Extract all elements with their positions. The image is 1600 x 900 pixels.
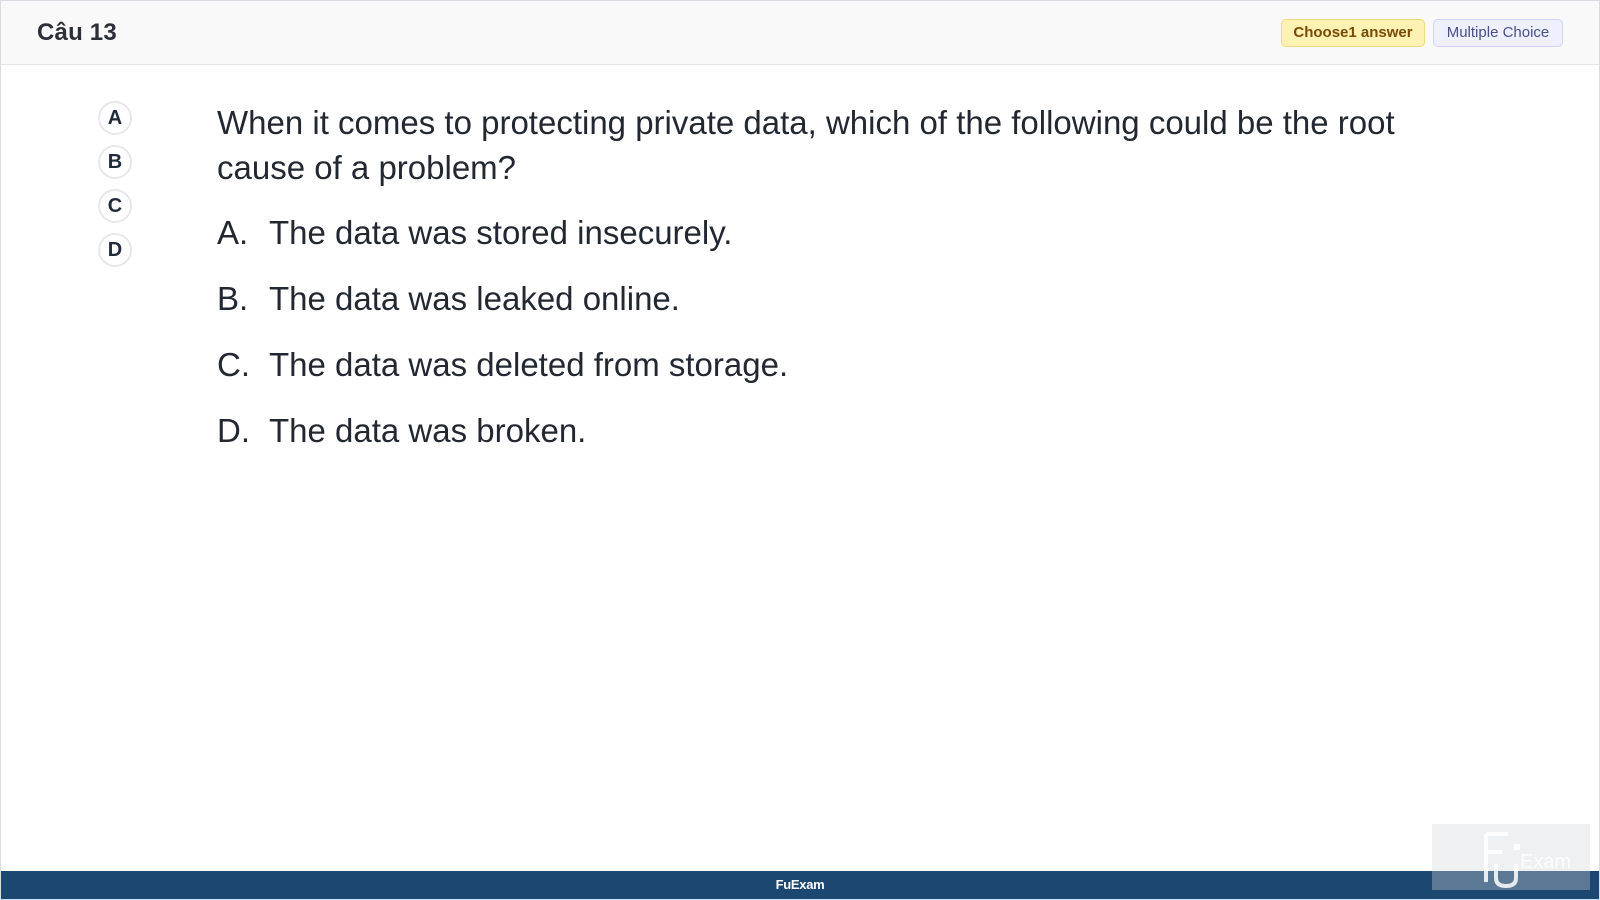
fuexam-logo-watermark [1432,824,1590,890]
option-text: The data was stored insecurely. [269,214,733,251]
watermark-logo-text: Exam [1520,851,1572,873]
option-a[interactable] [217,214,1397,280]
option-text: The data was broken. [269,412,587,449]
choose-count-badge: Choose1 answer [1281,19,1425,47]
option-d[interactable] [217,412,1397,478]
option-letter: D. [217,412,250,449]
fuexam-logo-icon [1472,828,1572,888]
options-list [217,214,1397,478]
question-text: When it comes to protecting private data, which of the following could be the root cause of a problem? [217,104,1395,186]
choice-d-button[interactable]: D [98,233,132,267]
footer-brand: FuExam [775,877,825,892]
choice-c-button[interactable]: C [98,189,132,223]
choice-b-button[interactable]: B [98,145,132,179]
choice-a-button[interactable]: A [98,101,132,135]
answer-selector [98,101,134,277]
option-text: The data was deleted from storage. [269,346,789,383]
option-letter: A. [217,214,249,251]
question-number-title: Câu 13 [37,19,117,46]
footer-bar [1,871,1599,899]
option-b[interactable] [217,280,1397,346]
option-c[interactable] [217,346,1397,412]
option-text: The data was leaked online. [269,280,680,317]
option-letter: B. [217,280,249,317]
question-header [1,1,1599,65]
question-type-badge: Multiple Choice [1433,19,1563,47]
option-letter: C. [217,346,250,383]
